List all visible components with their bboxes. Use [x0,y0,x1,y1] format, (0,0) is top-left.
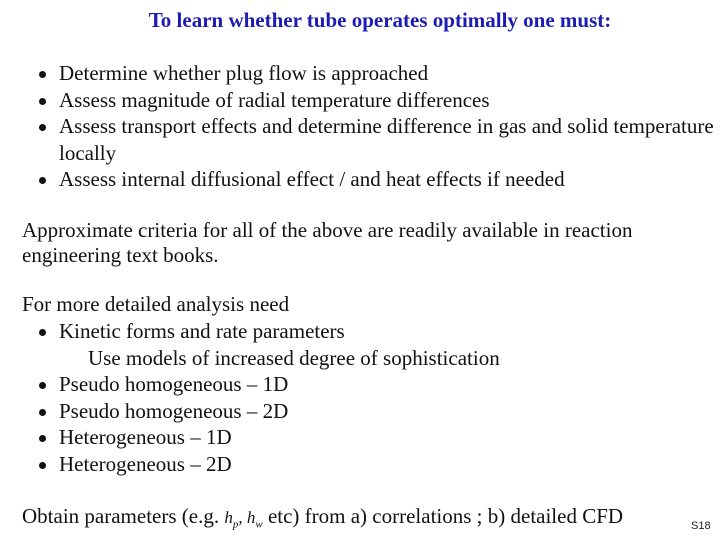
list-item-text: Kinetic forms and rate parameters [59,319,345,343]
subscript-w: w [255,518,263,531]
list-item-note [22,345,500,372]
obtain-prefix: Obtain parameters (e.g. [22,504,220,528]
bullet-icon [39,329,46,336]
slide-title: To learn whether tube operates optimally one must: [148,8,612,32]
list-item [22,113,720,166]
symbol-separator: , [238,508,243,527]
criteria-list [22,60,720,193]
bullet-icon [39,409,46,416]
list-item-text: Determine whether plug flow is approached [59,61,429,85]
list-item [22,371,500,398]
symbol-h: h [246,508,256,527]
list-item-text: Heterogeneous – 1D [59,425,232,449]
list-item [22,451,500,478]
bullet-icon [39,71,46,78]
bullet-icon [39,462,46,469]
obtain-parameters-line [22,504,623,537]
list-item [22,60,720,87]
heat-transfer-coefficients [224,508,263,531]
list-item [22,424,500,451]
list-item-text: Pseudo homogeneous – 1D [59,372,289,396]
symbol-h: h [224,508,233,527]
list-item-text: Heterogeneous – 2D [59,451,232,476]
list-item [22,166,720,193]
bullet-icon [39,98,46,105]
bullet-icon [39,124,46,131]
bullet-icon [39,435,46,442]
list-item-text: Assess internal diffusional effect / and heat effects if needed [59,167,565,191]
subscript-p: p [232,518,239,531]
list-item-text: Use models of increased degree of sophistication [88,345,500,370]
list-item [22,398,500,425]
list-item-text: Assess magnitude of radial temperature differences [59,87,490,112]
list-item-text: Assess transport effects and determine difference in gas and solid temperature locally [59,114,714,165]
list-item [22,87,720,114]
approximate-criteria-paragraph: Approximate criteria for all of the above are readily available in reaction engineering text books. [22,218,633,267]
detailed-analysis-list [22,318,500,477]
slide-number: S18 [691,520,711,532]
detailed-analysis-intro: For more detailed analysis need [22,292,290,316]
list-item [22,318,500,345]
list-item-text: Pseudo homogeneous – 2D [59,398,289,423]
obtain-suffix: etc) from a) correlations ; b) detailed CFD [267,504,624,528]
bullet-icon [39,382,46,389]
bullet-icon [39,177,46,184]
